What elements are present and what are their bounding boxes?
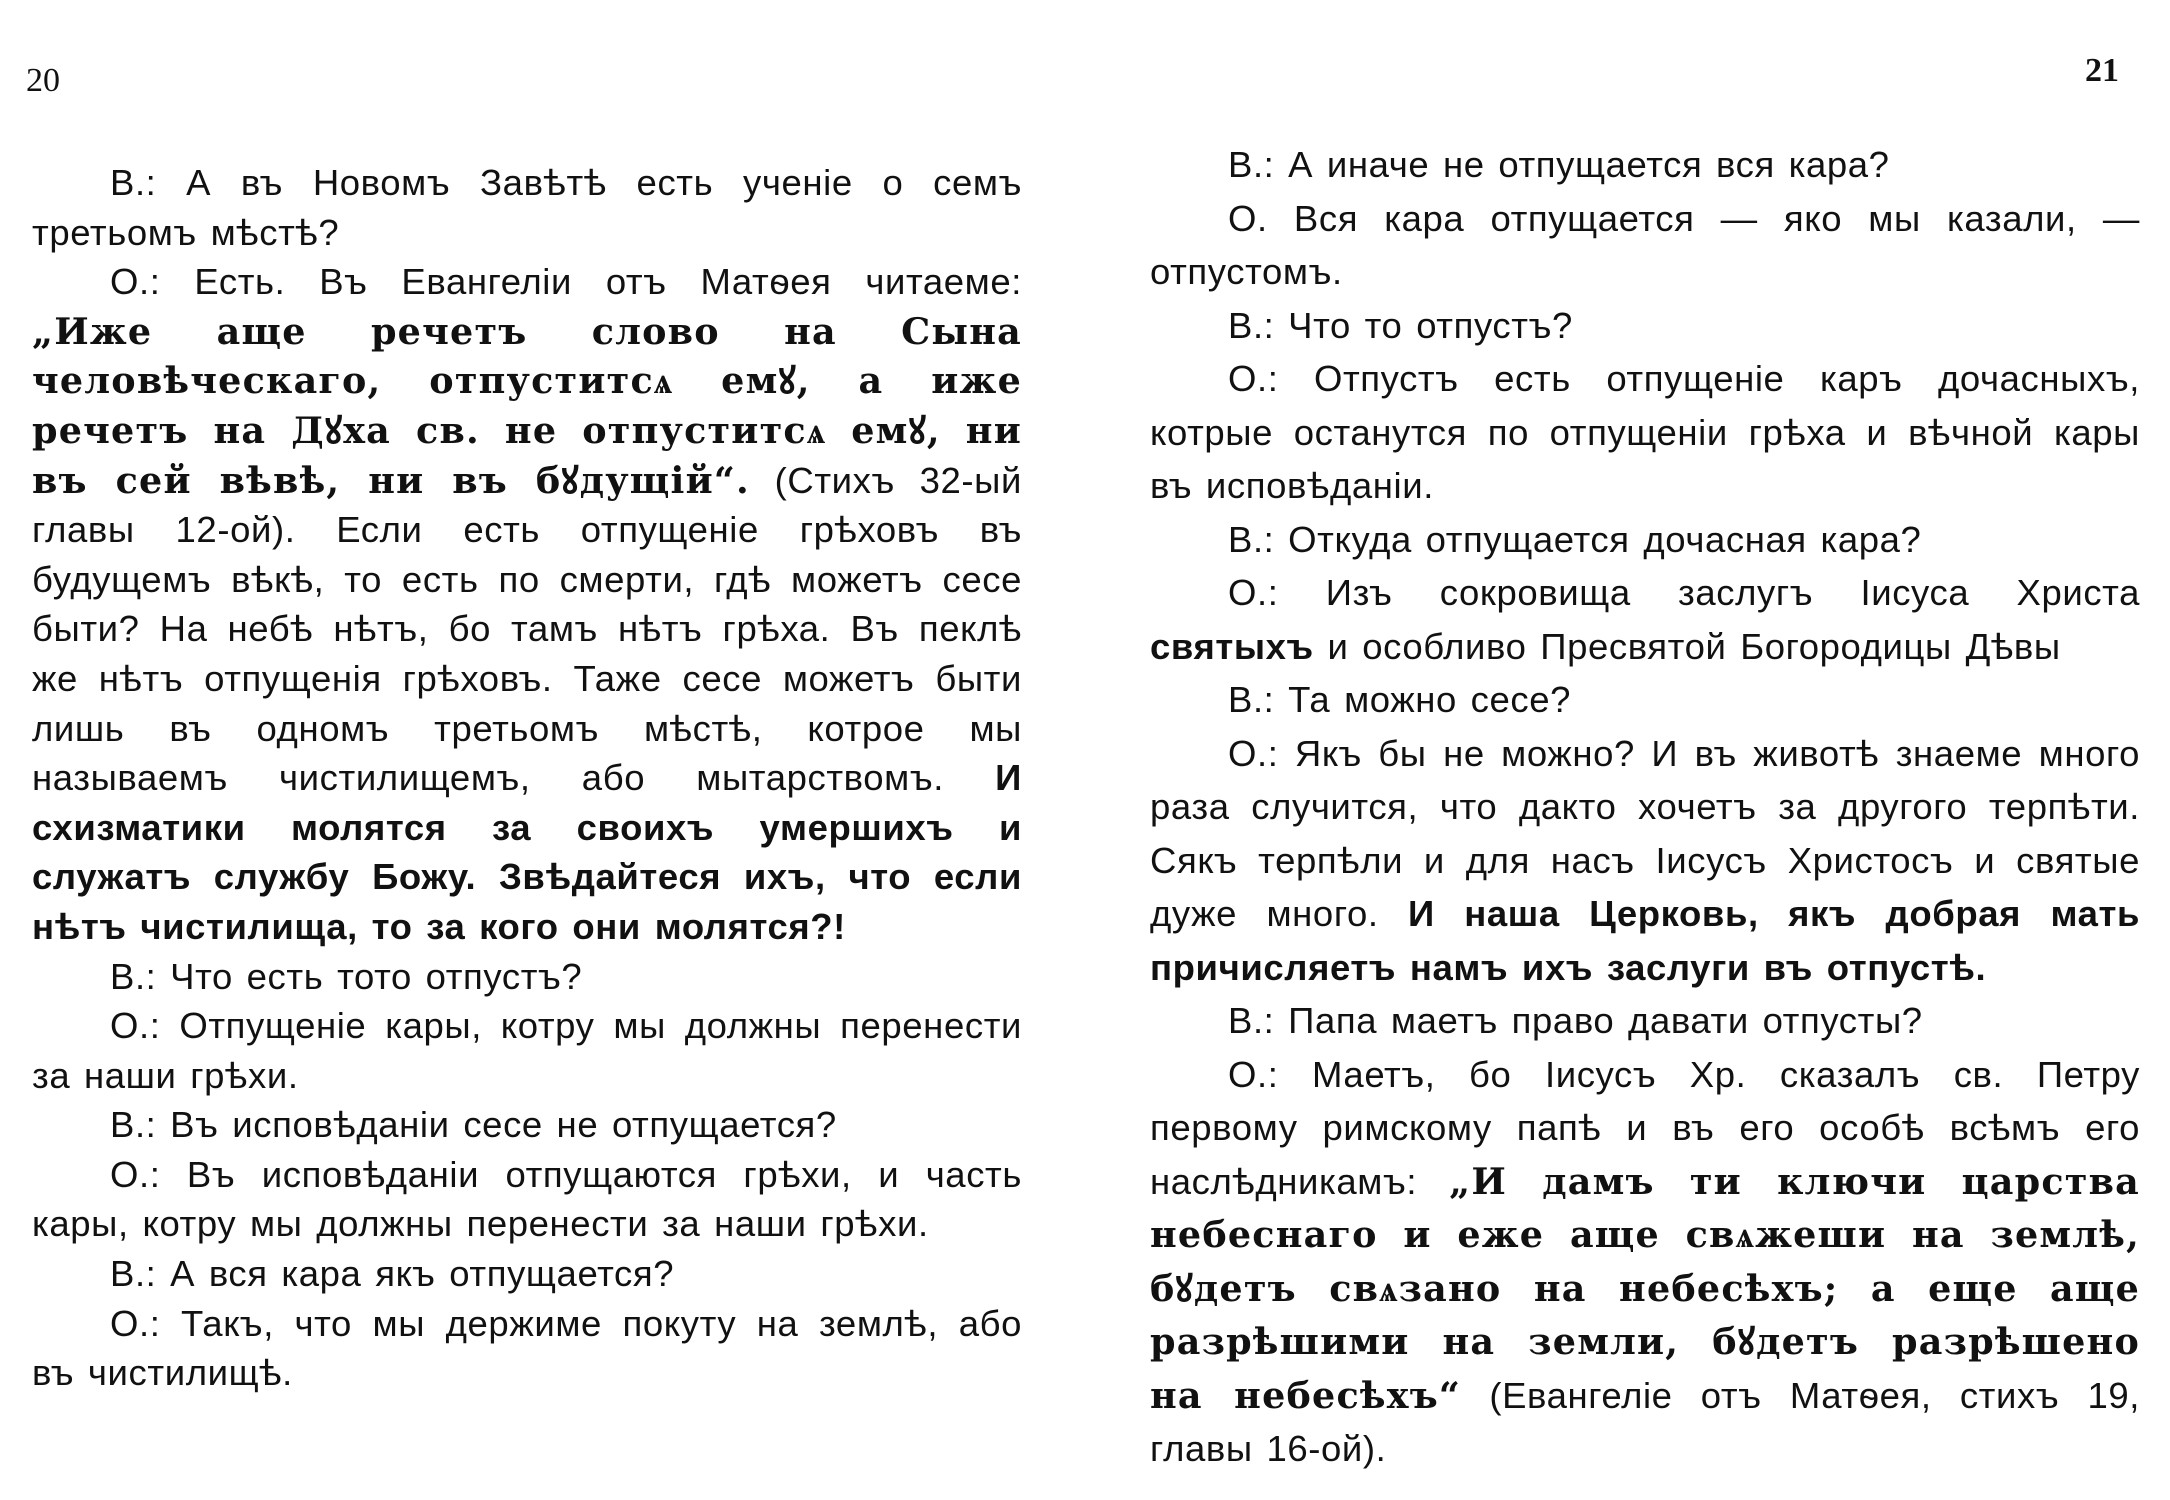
- question-paragraph: В.: Откуда отпущается дочасная кара?: [1228, 518, 1922, 560]
- question-paragraph: В.: А вся кара якъ отпущается?: [110, 1253, 675, 1295]
- question-paragraph: В.: Что есть тото отпустъ?: [110, 955, 583, 997]
- question-paragraph: В.: А въ Новомъ Завѣтѣ есть ученіе о семъ третьомъ мѣстѣ?: [32, 162, 1022, 253]
- answer-paragraph: [1150, 1048, 2140, 1476]
- left-page-number: 20: [26, 62, 60, 99]
- church-slavonic-quote: „Иже аще речетъ слово на Сына человѣческаго, отпуститсѧ емꙋ, а иже речетъ на Дꙋха св. не отпуститсѧ емꙋ, ни въ сей вѣвѣ, ни въ бꙋдущій“.: [32, 309, 1022, 502]
- answer-paragraph: О. Вся кара отпущается — яко мы казали, — отпустомъ.: [1150, 197, 2140, 292]
- church-slavonic-quote: „И дамъ ти ключи царства небеснаго и еже аще свѧжеши на землѣ, бꙋдетъ свѧзано на небесѣхъ; а еще аще разрѣшими на земли, бꙋдетъ разрѣшено на небесѣхъ“: [1150, 1159, 2140, 1417]
- answer-text-continued: (Стихъ 32-ый главы 12-ой). Если есть отпущеніе грѣховъ въ будущемъ вѣкѣ, то есть по смерти, гдѣ можетъ сесе быти? На небѣ нѣтъ, бо тамъ нѣтъ грѣха. Въ пеклѣ же нѣтъ отпущенія грѣховъ. Таже сесе можетъ быти лишь въ одномъ третьомъ мѣстѣ, котрое мы называемъ чистилищемъ, або мытарствомъ.: [32, 459, 1022, 799]
- answer-paragraph: [32, 257, 1022, 951]
- answer-paragraph: [1150, 727, 2140, 995]
- answer-text: О.: Изъ сокровища заслугъ Іисуса Христа: [1228, 572, 2140, 613]
- question-paragraph: В.: А иначе не отпущается вся кара?: [1228, 144, 1890, 185]
- answer-paragraph: О.: Отпустъ есть отпущеніе каръ дочасныхъ, котрые останутся по отпущеніи грѣха и вѣчной кары въ исповѣданіи.: [1150, 358, 2140, 506]
- right-page-text: [1150, 138, 2140, 1476]
- question-paragraph: В.: Папа маетъ право давати отпусты?: [1228, 1000, 1923, 1041]
- question-paragraph: В.: Та можно сесе?: [1228, 679, 1572, 720]
- answer-text-continued: (Евангеліе отъ Матѳея, стихъ 19, главы 16-ой).: [1150, 1374, 2140, 1469]
- answer-paragraph: О.: Отпущеніе кары, котру мы должны перенести за наши грѣхи.: [32, 1005, 1022, 1096]
- answer-text-continued: и особливо Пресвятой Богородицы Дѣвы: [1327, 625, 2061, 667]
- answer-text: О.: Якъ бы не можно? И въ животѣ знаеме много раза случится, что дакто хочетъ за другого терпѣти. Сякъ терпѣли и для насъ Іисусъ Христосъ и святые дуже много.: [1150, 732, 2140, 934]
- bold-emphasis: И схизматики молятся за своихъ умершихъ и служатъ службу Божу. Звѣдайтеся ихъ, что если нѣтъ чистилища, то за кого они молятся?!: [32, 757, 1022, 947]
- answer-text: О.: Маетъ, бо Іисусъ Хр. сказалъ св. Петру первому римскому папѣ и въ его особѣ всѣмъ его наслѣдникамъ:: [1150, 1053, 2140, 1202]
- answer-paragraph: О.: Такъ, что мы держиме покуту на землѣ, або въ чистилищѣ.: [32, 1302, 1022, 1394]
- bold-emphasis: И наша Церковь, якъ добрая мать причисляетъ намъ ихъ заслуги въ отпустѣ.: [1150, 893, 2140, 988]
- right-page: [1085, 0, 2170, 1500]
- answer-paragraph: [1150, 566, 2140, 673]
- left-page-text: [32, 158, 1022, 1398]
- answer-text: О.: Есть. Въ Евангеліи отъ Матѳея читаеме:: [110, 261, 1022, 303]
- question-paragraph: В.: Что то отпустъ?: [1228, 304, 1573, 346]
- right-page-number: 21: [2085, 52, 2119, 89]
- answer-paragraph: О.: Въ исповѣданіи отпущаются грѣхи, и часть кары, котру мы должны перенести за наши грѣхи.: [32, 1153, 1022, 1245]
- question-paragraph: В.: Въ исповѣданіи сесе не отпущается?: [110, 1104, 837, 1146]
- bold-emphasis: святыхъ: [1150, 625, 1314, 667]
